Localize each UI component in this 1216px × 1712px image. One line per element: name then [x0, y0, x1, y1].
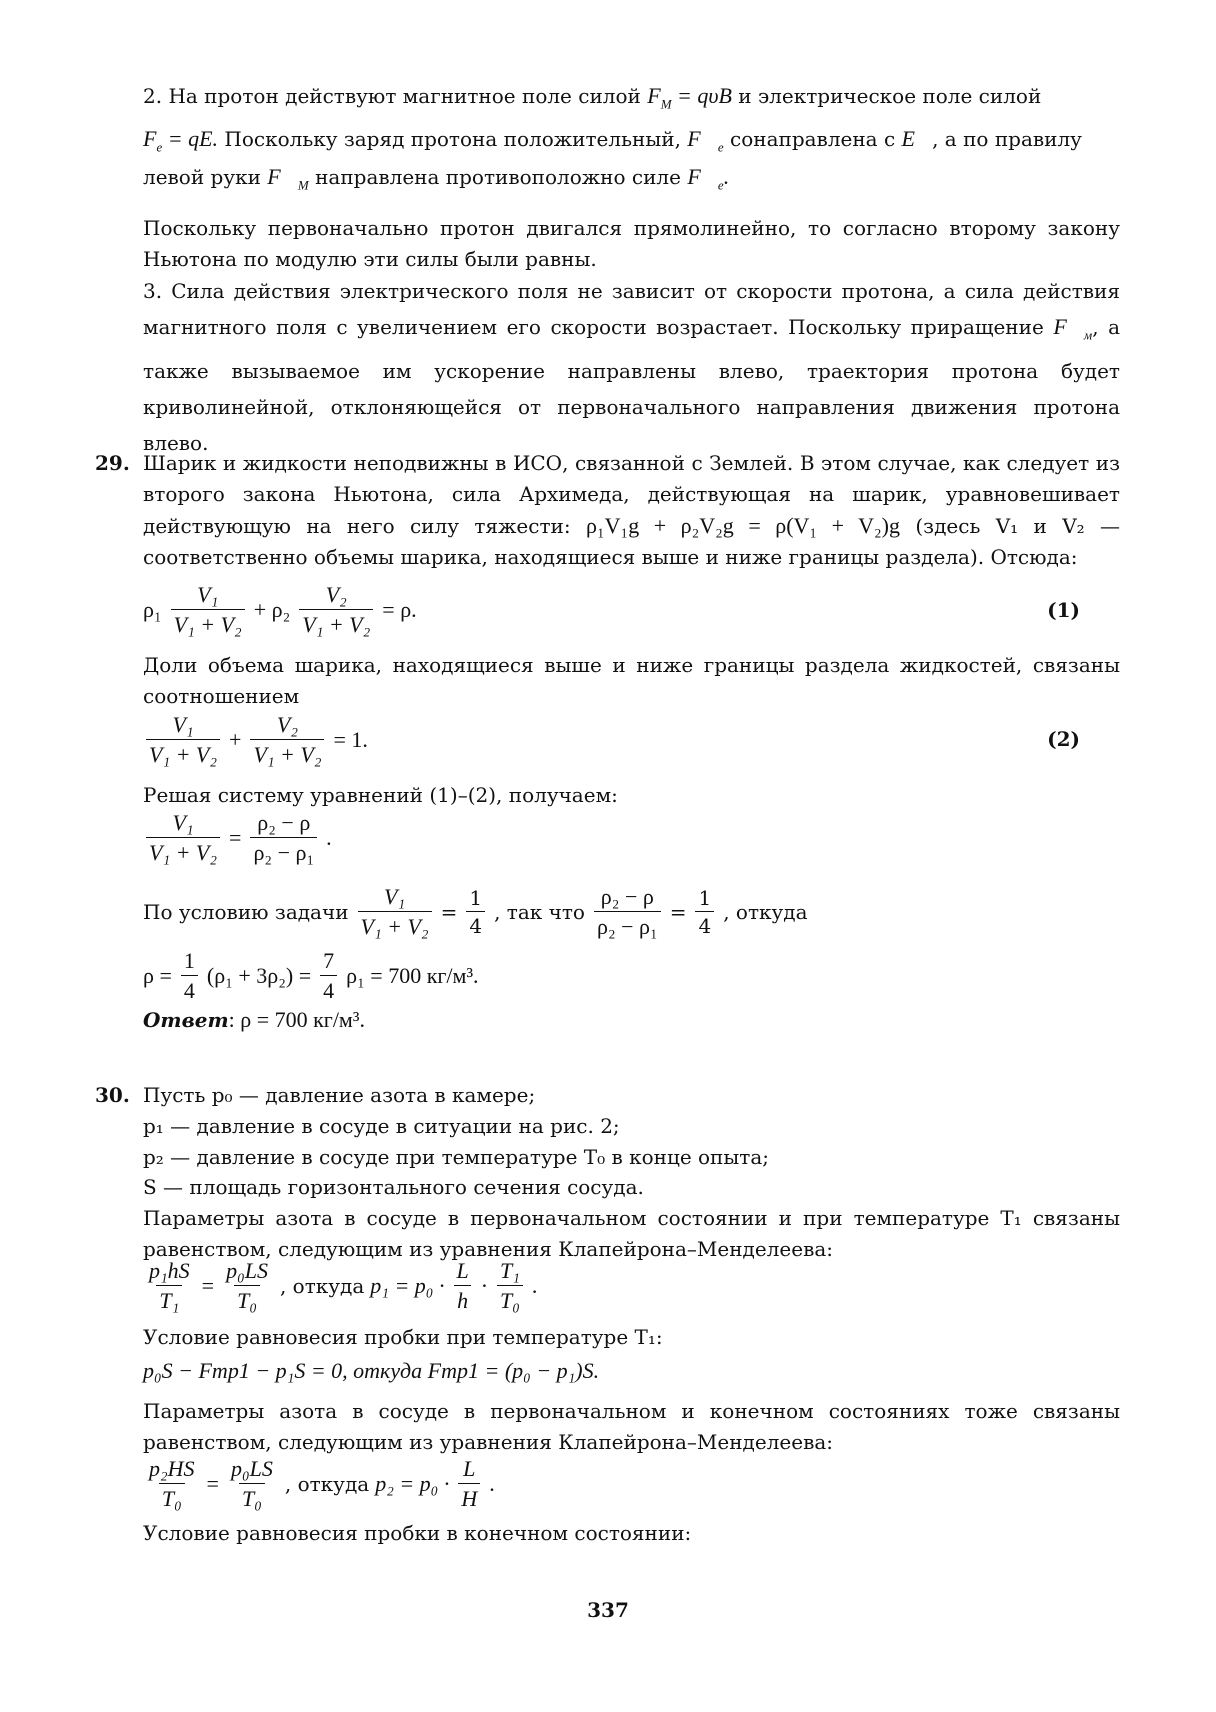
- equation-friction: p₀S − Fтр1 − p₁S = 0, откуда Fтр1 = (p₀ − p₁)S.: [143, 1358, 600, 1383]
- p30-line-4: S — площадь горизонтального сечения сосуда.: [143, 1175, 644, 1199]
- cond-t1: Условие равновесия пробки при температуре T₁:: [143, 1325, 663, 1349]
- p30-line-2: p₁ — давление в сосуде в ситуации на рис. 2;: [143, 1114, 620, 1138]
- condition-line: По условию задачи $\frac{\text{V₁}}{\text{V₁ + V₂}}$ = $\frac{1}{4}$ , так что $\frac{\text{ρ₂ − ρ}}{\text{ρ₂ − ρ₁}}$ = $\frac{1}{4}$ , откуда: [143, 884, 808, 939]
- equation-p1: $\frac{\text{p₁hS}}{\text{T₁}}$ = $\frac{\text{p₀LS}}{\text{T₀}}$ , откуда p₁ = p₀ · $\frac{L}{h}$ · $\frac{\text{T₁}}{\text{T₀}}$ .: [149, 1258, 538, 1313]
- paragraph-newton: Поскольку первоначально протон двигался прямолинейно, то согласно второму закону Ньютона по модулю эти силы были равны.: [143, 216, 1120, 271]
- answer-29: Ответ: ρ = 700 кг/м³.: [143, 1007, 365, 1032]
- solve-text: Решая систему уравнений (1)–(2), получаем:: [143, 783, 618, 807]
- paragraph-velocity: 3. Сила действия электрического поля не зависит от скорости протона, а сила действия магнитного поля с увеличением его скорости возрастает. Поскольку приращение $F⃗_м$, а также вызываемое им ускорение направлены влево, траектория протона будет криволинейной, отклоняющейся от первоначального направления движения протона влево.: [143, 279, 1120, 456]
- p30-line-6: Параметры азота в сосуде в первоначальном и конечном состояниях тоже связаны равенством, следующим из уравнения Клапейрона–Менделеева:: [143, 1399, 1120, 1454]
- problem-30-number: 30.: [95, 1083, 130, 1107]
- equation-2-number: (2): [1047, 727, 1080, 751]
- p30-line-3: p₂ — давление в сосуде при температуре T₀ в конце опыта;: [143, 1145, 770, 1169]
- rho-result: ρ = $\frac{1}{4}$ (ρ₁ + 3ρ₂) = $\frac{7}{4}$ ρ₁ = 700 кг/м³.: [143, 948, 479, 1003]
- paragraph-forces-2: $F_e$ = qE. Поскольку заряд протона положительный, $F⃗_e$ сонаправлена с E, а по правилу: [143, 126, 1082, 155]
- paragraph-forces-3: левой руки $F⃗_М$ направлена противоположно силе $F⃗_e$.: [143, 164, 730, 193]
- solution-equation: $\frac{\text{V₁}}{\text{V₁ + V₂}}$ = $\frac{\text{ρ₂ − ρ}}{\text{ρ₂ − ρ₁}}$ .: [143, 810, 332, 866]
- equation-2: $\frac{\text{V₁}}{\text{V₁ + V₂}}$ + $\frac{\text{V₂}}{\text{V₁ + V₂}}$ = 1.: [143, 712, 368, 768]
- problem-29-number: 29.: [95, 451, 130, 475]
- final-condition: Условие равновесия пробки в конечном состоянии:: [143, 1521, 692, 1545]
- paragraph-forces: 2. На протон действуют магнитное поле силой $F_М = q\upsilon B$ и электрическое поле силой: [143, 83, 1042, 112]
- page-number: 337: [587, 1598, 629, 1622]
- p30-line-1: Пусть p₀ — давление азота в камере;: [143, 1083, 536, 1107]
- equation-1-number: (1): [1047, 598, 1080, 622]
- problem-29-intro: Шарик и жидкости неподвижны в ИСО, связанной с Землей. В этом случае, как следует из второго закона Ньютона, сила Архимеда, действующая на шарик, уравновешивает действующую на него силу тяжести: ρ₁V₁g + ρ₂V₂g = ρ(V₁ + V₂)g (здесь V₁ и V₂ — соответственно объемы шарика, находящиеся выше и ниже границы раздела). Отсюда:: [143, 451, 1121, 569]
- balance-equation: ρ₁V₁g + ρ₂V₂g = ρ(V₁ + V₂)g: [585, 513, 900, 538]
- equation-p2: $\frac{\text{p₂HS}}{\text{T₀}}$ = $\frac{\text{p₀LS}}{\text{T₀}}$ , откуда p₂ = p₀ · $\frac{L}{H}$ .: [149, 1456, 495, 1511]
- p30-line-5: Параметры азота в сосуде в первоначальном состоянии и при температуре T₁ связаны равенством, следующим из уравнения Клапейрона–Менделеева:: [143, 1206, 1120, 1261]
- fractions-text: Доли объема шарика, находящиеся выше и ниже границы раздела жидкостей, связаны соотношением: [143, 653, 1120, 708]
- equation-1: ρ₁ $\frac{\text{V₁}}{\text{V₁ + V₂}}$ + ρ₂ $\frac{\text{V₂}}{\text{V₁ + V₂}}$ = ρ.: [143, 582, 417, 637]
